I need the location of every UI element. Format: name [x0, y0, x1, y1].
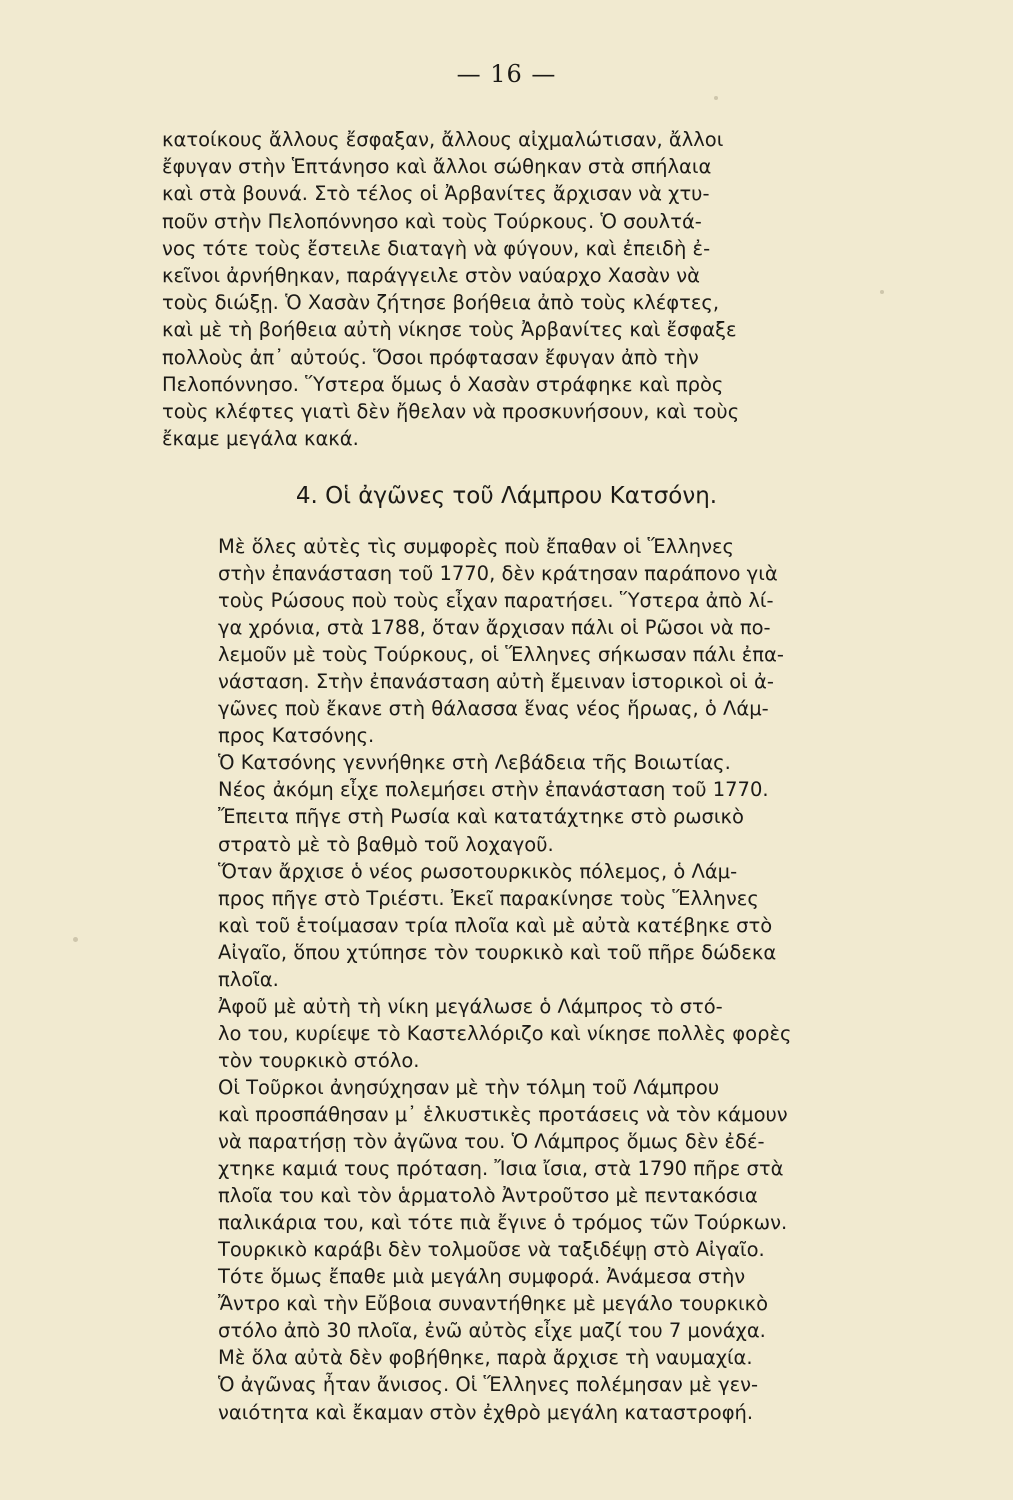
paragraph	[162, 993, 889, 1074]
text-line: καὶ προσπάθησαν μ᾽ ἑλκυστικὲς προτάσεις νὰ τὸν κάμουν	[218, 1102, 788, 1126]
text-line: κατοίκους ἄλλους ἔσφαξαν, ἄλλους αἰχμαλώτισαν, ἄλλοι	[162, 128, 724, 151]
text-line: πλοῖα του καὶ τὸν ἁρματολὸ Ἀντροῦτσο μὲ πεντακόσια	[218, 1184, 758, 1208]
text-line: Οἱ Τοῦρκοι ἀνησύχησαν μὲ τὴν τόλμη τοῦ Λάμπρου	[218, 1075, 720, 1099]
text-line: ναιότητα καὶ ἔκαμαν στὸν ἐχθρὸ μεγάλη καταστροφή.	[218, 1400, 754, 1424]
text-line: πολλοὺς ἀπ᾽ αὐτούς. Ὅσοι πρόφτασαν ἔφυγαν ἀπὸ τὴν	[162, 345, 699, 369]
text-line: λο του, κυρίεψε τὸ Καστελλόριζο καὶ νίκησε πολλὲς φορὲς	[218, 1021, 792, 1045]
text-line: καὶ μὲ τὴ βοήθεια αὐτὴ νίκησε τοὺς Ἀρβανίτες καὶ ἔσφαξε	[162, 318, 737, 342]
text-line: στόλο ἀπὸ 30 πλοῖα, ἐνῶ αὐτὸς εἶχε μαζί του 7 μονάχα.	[218, 1319, 766, 1343]
text-line: Ὁ ἀγῶνας ἦταν ἄνισος. Οἱ Ἕλληνες πολέμησαν μὲ γεν-	[218, 1373, 759, 1397]
text-line: νος τότε τοὺς ἔστειλε διαταγὴ νὰ φύγουν, καὶ ἐπειδὴ ἐ-	[162, 236, 711, 260]
section-heading: 4. Οἱ ἀγῶνες τοῦ Λάμπρου Κατσόνη.	[295, 483, 718, 509]
text-line: Ὁ Κατσόνης γεννήθηκε στὴ Λεβάδεια τῆς Βοιωτίας.	[218, 751, 731, 775]
text-line: χτηκε καμιά τους πρόταση. Ἴσια ἴσια, στὰ 1790 πῆρε στὰ	[218, 1157, 784, 1181]
text-line: Μὲ ὅλα αὐτὰ δὲν φοβήθηκε, παρὰ ἄρχισε τὴ ναυμαχία.	[218, 1346, 753, 1370]
text-line: κεῖνοι ἀρνήθηκαν, παράγγειλε στὸν ναύαρχο Χασὰν νὰ	[162, 264, 701, 288]
text-line: προς πῆγε στὸ Τριέστι. Ἐκεῖ παρακίνησε τοὺς Ἕλληνες	[218, 886, 759, 910]
paragraph	[162, 126, 889, 452]
text-line: τοὺς Ρώσους ποὺ τοὺς εἶχαν παρατήσει. Ὕστερα ἀπὸ λί-	[218, 589, 774, 613]
text-line: τοὺς διώξῃ. Ὁ Χασὰν ζήτησε βοήθεια ἀπὸ τοὺς κλέφτες,	[162, 291, 720, 315]
text-line: τὸν τουρκικὸ στόλο.	[218, 1048, 420, 1072]
page-number: — 16 —	[456, 60, 557, 88]
paragraph	[162, 533, 889, 749]
text-line: Τότε ὅμως ἔπαθε μιὰ μεγάλη συμφορά. Ἀνάμεσα στὴν	[218, 1265, 746, 1289]
text-line: Τουρκικὸ καράβι δὲν τολμοῦσε νὰ ταξιδέψῃ στὸ Αἰγαῖο.	[218, 1238, 765, 1262]
paragraph	[162, 1074, 889, 1426]
text-line: Πελοπόννησο. Ὕστερα ὅμως ὁ Χασὰν στράφηκε καὶ πρὸς	[162, 372, 724, 396]
text-line: Νέος ἀκόμη εἶχε πολεμήσει στὴν ἐπανάσταση τοῦ 1770.	[218, 778, 769, 802]
text-line: καὶ τοῦ ἑτοίμασαν τρία πλοῖα καὶ μὲ αὐτὰ κατέβηκε στὸ	[218, 913, 773, 937]
text-line: λεμοῦν μὲ τοὺς Τούρκους, οἱ Ἕλληνες σήκωσαν πάλι ἐπα-	[218, 643, 784, 667]
paragraph	[162, 858, 889, 993]
text-line: Ὅταν ἄρχισε ὁ νέος ρωσοτουρκικὸς πόλεμος, ὁ Λάμ-	[218, 859, 738, 883]
text-line: γα χρόνια, στὰ 1788, ὅταν ἄρχισαν πάλι οἱ Ρῶσοι νὰ πο-	[218, 616, 771, 640]
text-line: ἔκαμε μεγάλα κακά.	[162, 427, 359, 451]
text-line: προς Κατσόνης.	[218, 724, 375, 748]
text-line: Ἔπειτα πῆγε στὴ Ρωσία καὶ κατατάχτηκε στὸ ρωσικὸ	[218, 805, 744, 829]
text-line: τοὺς κλέφτες γιατὶ δὲν ἤθελαν νὰ προσκυνήσουν, καὶ τοὺς	[162, 400, 740, 424]
paper-stain	[714, 96, 718, 100]
paragraph-1	[162, 126, 889, 452]
paragraph	[162, 749, 889, 857]
section-body	[162, 533, 889, 1426]
text-line: ποῦν στὴν Πελοπόννησο καὶ τοὺς Τούρκους. Ὁ σουλτά-	[162, 209, 702, 233]
text-line: γῶνες ποὺ ἔκανε στὴ θάλασσα ἕνας νέος ἥρωας, ὁ Λάμ-	[218, 697, 769, 721]
text-line: στὴν ἐπανάσταση τοῦ 1770, δὲν κράτησαν παράπονο γιὰ	[218, 562, 778, 586]
text-line: Ἀφοῦ μὲ αὐτὴ τὴ νίκη μεγάλωσε ὁ Λάμπρος τὸ στό-	[218, 994, 723, 1018]
text-line: Αἰγαῖο, ὅπου χτύπησε τὸν τουρκικὸ καὶ τοῦ πῆρε δώδεκα	[218, 940, 777, 964]
paper-stain	[73, 937, 78, 942]
text-line: Ἄντρο καὶ τὴν Εὔβοια συναντήθηκε μὲ μεγάλο τουρκικὸ	[218, 1292, 768, 1316]
text-line: παλικάρια του, καὶ τότε πιὰ ἔγινε ὁ τρόμος τῶν Τούρκων.	[218, 1211, 788, 1235]
text-line: καὶ στὰ βουνά. Στὸ τέλος οἱ Ἀρβανίτες ἄρχισαν νὰ χτυ-	[162, 182, 710, 206]
text-line: ἔφυγαν στὴν Ἑπτάνησο καὶ ἄλλοι σώθηκαν στὰ σπήλαια	[162, 155, 712, 179]
text-line: πλοῖα.	[218, 967, 279, 991]
text-line: στρατὸ μὲ τὸ βαθμὸ τοῦ λοχαγοῦ.	[218, 832, 554, 856]
text-line: νάσταση. Στὴν ἐπανάσταση αὐτὴ ἔμειναν ἱστορικοὶ οἱ ἀ-	[218, 670, 774, 694]
text-line: νὰ παρατήσῃ τὸν ἀγῶνα του. Ὁ Λάμπρος ὅμως δὲν ἐδέ-	[218, 1130, 765, 1154]
text-line: Μὲ ὅλες αὐτὲς τὶς συμφορὲς ποὺ ἔπαθαν οἱ Ἕλληνες	[218, 535, 734, 558]
